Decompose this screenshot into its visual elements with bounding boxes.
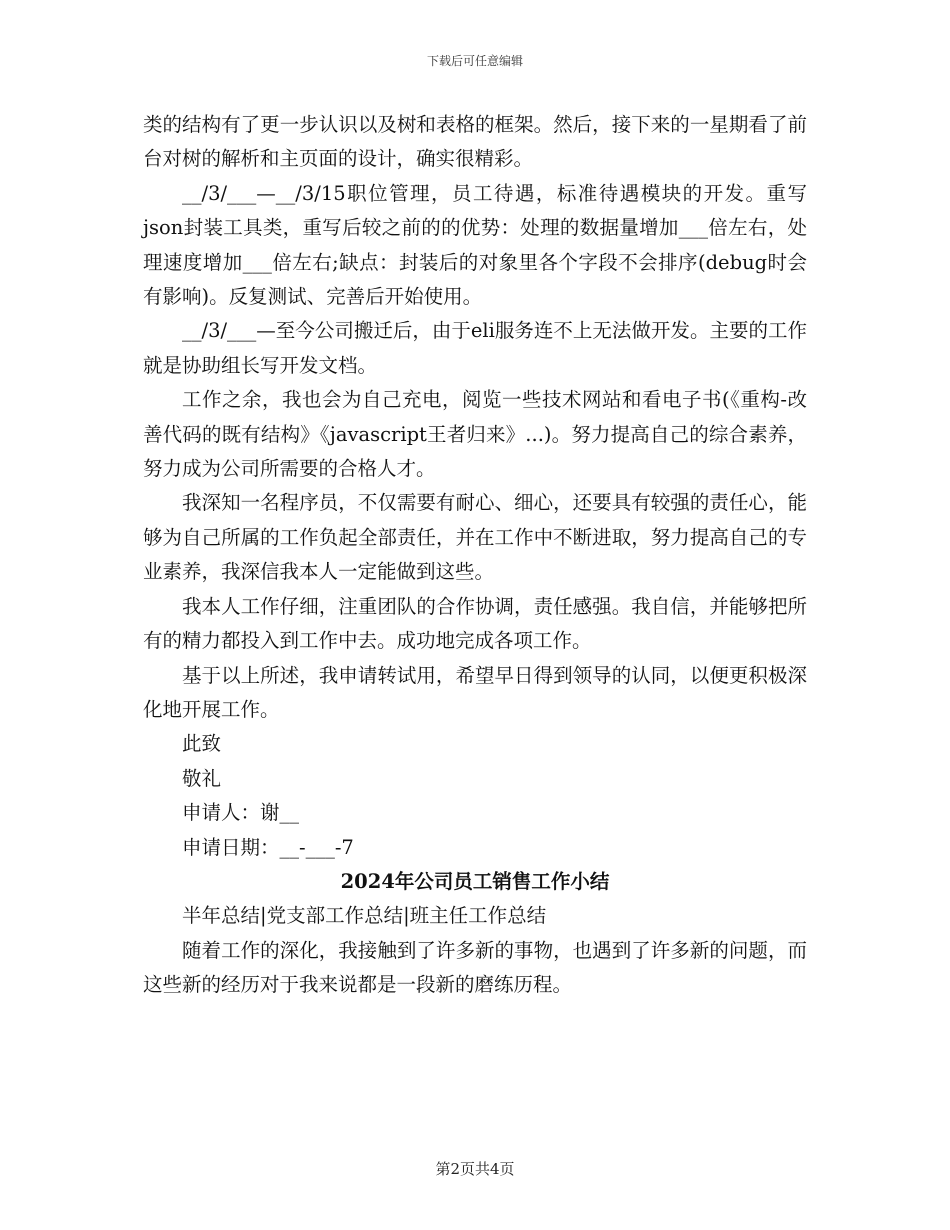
paragraph-relocation: __/3/___—至今公司搬迁后，由于eli服务连不上无法做开发。主要的工作就是协助组长写开发文档。 <box>143 319 807 377</box>
paragraph-self-study: 工作之余，我也会为自己充电，阅览一些技术网站和看电子书(《重构-改善代码的既有结构》《javascript王者归来》...)。努力提高自己的综合素养，努力成为公司所需要的合格人才。 <box>143 388 807 481</box>
paragraph-application: 基于以上所述，我申请转试用，希望早日得到领导的认同，以便更积极深化地开展工作。 <box>143 663 807 721</box>
closing-respect: 敬礼 <box>182 766 222 790</box>
page-header: 下载后可任意编辑 <box>426 54 523 68</box>
application-date-line: 申请日期：__-___-7 <box>182 835 354 859</box>
section-tags: 半年总结|党支部工作总结|班主任工作总结 <box>182 904 547 928</box>
page-footer: 第2页共4页 <box>435 1160 515 1178</box>
section-title: 2024年公司员工销售工作小结 <box>340 869 610 893</box>
closing-salutation: 此致 <box>182 732 222 756</box>
applicant-line: 申请人：谢__ <box>182 801 300 825</box>
paragraph-position-management: __/3/___—__/3/15职位管理，员工待遇，标准待遇模块的开发。重写json封装工具类，重写后较之前的的优势：处理的数据量增加___倍左右，处理速度增加___倍左右;缺点：封装后的对象里各个字段不会排序(debug时会有影响)。反复测试、完善后开始使用。 <box>143 181 807 309</box>
paragraph-continuation: 类的结构有了更一步认识以及树和表格的框架。然后，接下来的一星期看了前台对树的解析和主页面的设计，确实很精彩。 <box>143 113 807 171</box>
section-intro: 随着工作的深化，我接触到了许多新的事物，也遇到了许多新的问题，而这些新的经历对于我来说都是一段新的磨练历程。 <box>143 938 807 997</box>
document-body <box>143 108 807 1003</box>
paragraph-responsibility: 我深知一名程序员，不仅需要有耐心、细心，还要具有较强的责任心，能够为自己所属的工作负起全部责任，并在工作中不断进取，努力提高自己的专业素养，我深信我本人一定能做到这些。 <box>143 491 807 584</box>
paragraph-teamwork: 我本人工作仔细，注重团队的合作协调，责任感强。我自信，并能够把所有的精力都投入到工作中去。成功地完成各项工作。 <box>143 594 807 653</box>
